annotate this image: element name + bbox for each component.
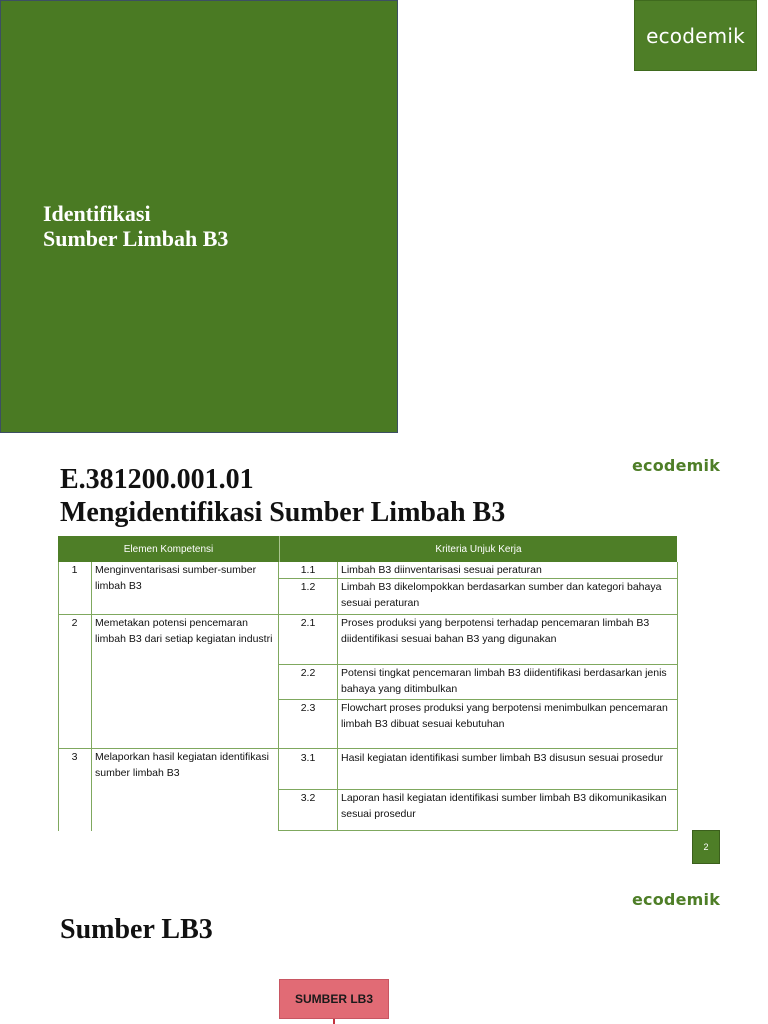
row-line: [58, 614, 678, 615]
page-number: 2: [692, 830, 720, 864]
criteria-number: 3.2: [300, 792, 316, 804]
table-divider-no: [91, 562, 92, 831]
criteria-text: Laporan hasil kegiatan identifikasi sumber limbah B3 dikomunikasikan sesuai prosedur: [341, 792, 667, 820]
ecodemik-logo-box: [634, 0, 757, 71]
criteria-text: Potensi tingkat pencemaran limbah B3 diidentifikasi berdasarkan jenis bahaya yang ditimbulkan: [341, 667, 667, 695]
title-line-1: Identifikasi: [43, 201, 151, 226]
row-line: [58, 748, 678, 749]
header-elemen-kompetensi: Elemen Kompetensi: [58, 536, 279, 562]
criteria-number: 1.1: [300, 564, 316, 576]
title-line-2: Sumber Limbah B3: [43, 226, 229, 251]
unit-title: [60, 463, 505, 529]
logo-text: ecodemik: [646, 23, 745, 48]
header-kriteria-unjuk-kerja: Kriteria Unjuk Kerja: [279, 536, 677, 562]
table-border-left: [58, 562, 59, 831]
criteria-text: Hasil kegiatan identifikasi sumber limbah B3 disusun sesuai prosedur: [341, 752, 664, 764]
element-text: Memetakan potensi pencemaran limbah B3 dari setiap kegiatan industri: [95, 617, 273, 645]
element-number: 2: [71, 617, 78, 629]
title-panel: [0, 0, 398, 433]
criteria-number: 2.2: [300, 667, 316, 679]
criteria-text: Limbah B3 diinventarisasi sesuai peraturan: [341, 564, 542, 576]
table-border-right: [677, 562, 678, 831]
element-text: Melaporkan hasil kegiatan identifikasi sumber limbah B3: [95, 751, 269, 779]
criteria-number: 2.1: [300, 617, 316, 629]
slide-title-text: [43, 201, 228, 251]
criteria-text: Flowchart proses produksi yang berpotensi menimbulkan pencemaran limbah B3 dibuat sesuai kebutuhan: [341, 702, 668, 730]
row-line: [278, 664, 678, 665]
ecodemik-logo: ecodemik: [632, 456, 721, 475]
row-line: [278, 699, 678, 700]
table-divider-crit-no: [337, 562, 338, 831]
criteria-number: 1.2: [300, 581, 316, 593]
row-line: [278, 830, 678, 831]
criteria-number: 3.1: [300, 752, 316, 764]
connector-line: [333, 1019, 335, 1024]
slide-title: Sumber LB3: [60, 914, 213, 945]
row-line: [278, 789, 678, 790]
sumber-lb3-box: SUMBER LB3: [279, 979, 389, 1019]
element-number: 1: [71, 564, 78, 576]
slide-title: [0, 0, 768, 440]
element-text: Menginventarisasi sumber-sumber limbah B3: [95, 564, 257, 592]
ecodemik-logo: ecodemik: [632, 890, 721, 909]
unit-name: Mengidentifikasi Sumber Limbah B3: [60, 497, 506, 528]
element-number: 3: [71, 751, 78, 763]
criteria-number: 2.3: [300, 702, 316, 714]
unit-code: E.381200.001.01: [60, 464, 254, 495]
criteria-text: Limbah B3 dikelompokkan berdasarkan sumber dan kategori bahaya sesuai peraturan: [341, 581, 662, 609]
criteria-text: Proses produksi yang berpotensi terhadap pencemaran limbah B3 diidentifikasi sesuai bahan B3 yang digunakan: [341, 617, 650, 645]
